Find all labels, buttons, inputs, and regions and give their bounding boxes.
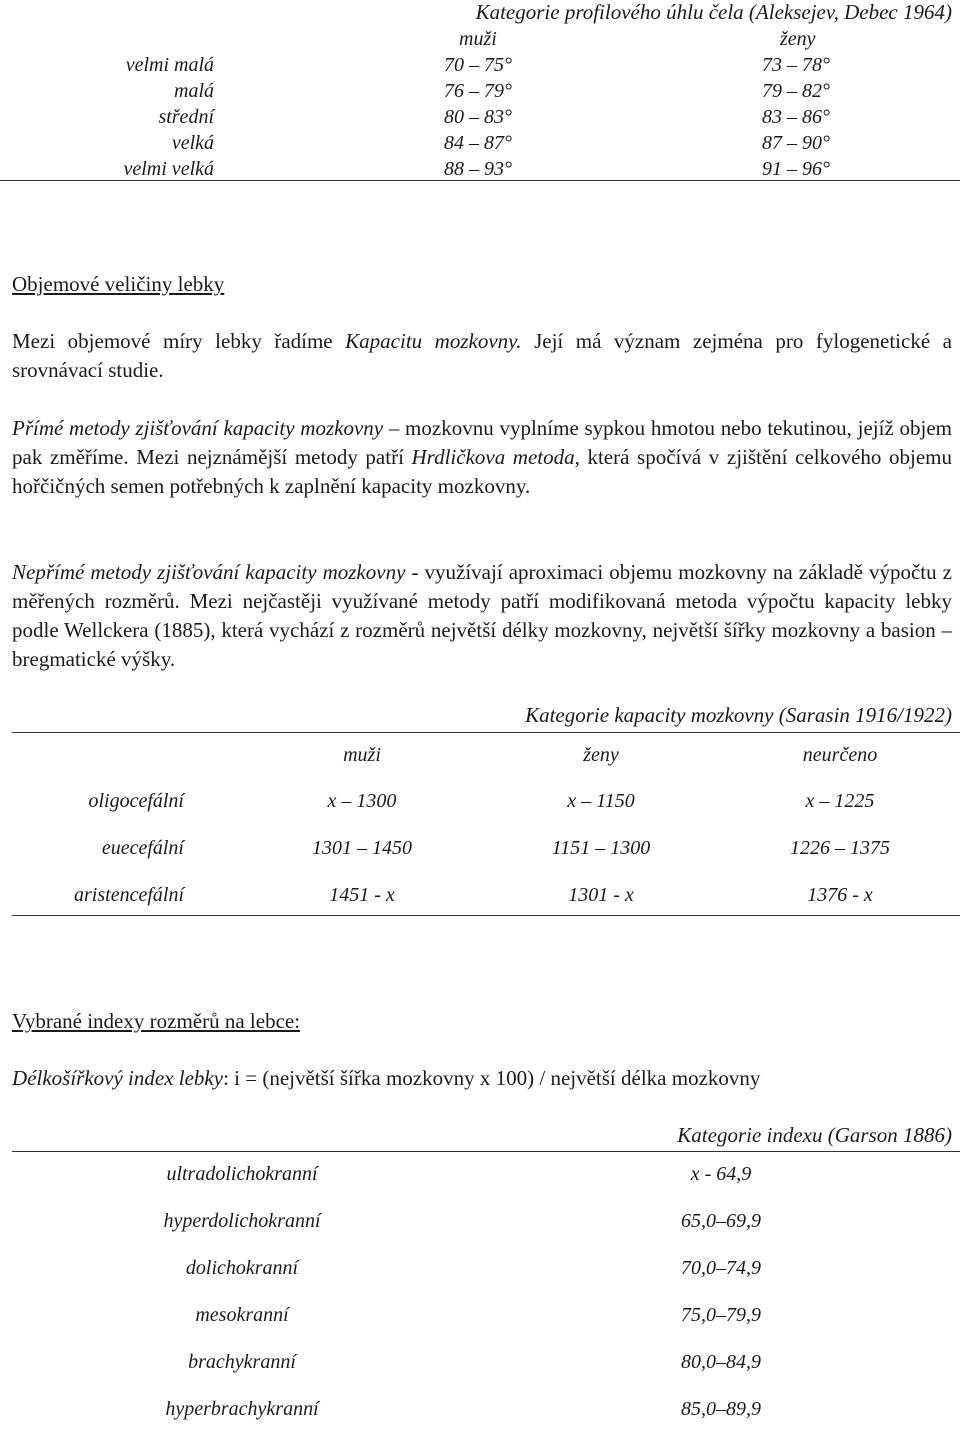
text: - využívají aproximaci objemu mozkovny na základě výpočtu z měřených rozměrů. Mezi nejčastěji využívané metody patří modifikovaná metoda výpočtu kapacity lebky podle Wellckera (1885), která vychází z rozměrů největší délky mozkovny, největší šířky mozkovny a basion – bregmatické výšky. (12, 560, 952, 671)
row-label: mesokranní (195, 1304, 289, 1326)
row-label: hyperbrachykranní (165, 1398, 319, 1420)
text-italic: Přímé metody zjišťování kapacity mozkovny (12, 416, 384, 440)
cell-value: 70,0–74,9 (681, 1257, 761, 1279)
text: – mozkovnu vyplníme sypkou hmotou nebo tekutinou, jejíž objem pak změříme. Mezi nejznámější metody patří (12, 416, 952, 469)
text: Její má význam zejména pro fylogenetické a srovnávací studie. (12, 329, 952, 382)
paragraph-direct-methods (12, 414, 952, 501)
cell-zeny: 83 – 86° (762, 106, 830, 128)
cell-value: 65,0–69,9 (681, 1210, 761, 1232)
section-heading-indexes: Vybrané indexy rozměrů na lebce: (12, 1009, 301, 1033)
cell-muzi: 1301 – 1450 (312, 837, 412, 859)
row-label: velmi malá (125, 54, 214, 76)
row-label: brachykranní (188, 1351, 296, 1373)
formula-text: : i = (největší šířka mozkovny x 100) / největší délka mozkovny (223, 1066, 761, 1090)
cell-neurceno: 1226 – 1375 (790, 837, 890, 859)
cell-zeny: 73 – 78° (762, 54, 830, 76)
cell-zeny: 1151 – 1300 (551, 837, 651, 859)
cell-zeny: 1301 - x (568, 884, 634, 906)
index-table-title: Kategorie indexu (Garson 1886) (677, 1123, 952, 1147)
text-italic: Hrdličkova metoda (411, 445, 575, 469)
row-label: velká (171, 132, 214, 154)
table-divider (12, 732, 960, 733)
header-neurceno: neurčeno (802, 744, 878, 766)
cell-neurceno: 1376 - x (807, 884, 873, 906)
section-heading-volume: Objemové veličiny lebky (12, 272, 225, 296)
header-zeny: ženy (780, 28, 816, 50)
row-label: velmi velká (123, 158, 214, 180)
header-muzi: muži (459, 28, 497, 50)
cell-muzi: 1451 - x (329, 884, 395, 906)
cell-muzi: 76 – 79° (444, 80, 512, 102)
table-divider (0, 180, 960, 181)
cell-muzi: 88 – 93° (444, 158, 512, 180)
capacity-table-title: Kategorie kapacity mozkovny (Sarasin 1916/1922) (525, 703, 952, 727)
row-label: ultradolichokranní (166, 1163, 318, 1185)
row-label: malá (174, 80, 214, 102)
paragraph-capacity-intro (12, 327, 952, 385)
cell-zeny: 79 – 82° (762, 80, 830, 102)
cell-zeny: 87 – 90° (762, 132, 830, 154)
table-divider (12, 1151, 960, 1152)
profile-angle-table-title: Kategorie profilového úhlu čela (Aleksejev, Debec 1964) (475, 0, 952, 24)
row-label: aristencefální (74, 884, 184, 906)
cell-muzi: 84 – 87° (444, 132, 512, 154)
row-label: hyperdolichokranní (163, 1210, 321, 1232)
cell-zeny: x – 1150 (567, 790, 635, 812)
cell-value: 85,0–89,9 (681, 1398, 761, 1420)
formula-name: Délkošířkový index lebky (12, 1066, 224, 1090)
header-zeny: ženy (583, 744, 619, 766)
row-label: střední (158, 106, 214, 128)
cell-muzi: x – 1300 (327, 790, 397, 812)
cell-neurceno: x – 1225 (805, 790, 875, 812)
row-label: oligocefální (88, 790, 184, 812)
paragraph-indirect-methods (12, 558, 952, 674)
cell-value: x - 64,9 (690, 1163, 752, 1185)
cell-muzi: 70 – 75° (444, 54, 512, 76)
table-divider (12, 915, 960, 916)
text: , která spočívá v zjištění celkového objemu hořčičných semen potřebných k zaplnění kapacity mozkovny. (12, 445, 952, 498)
text-italic: Kapacitu mozkovny. (345, 329, 522, 353)
cell-zeny: 91 – 96° (762, 158, 830, 180)
cell-value: 80,0–84,9 (681, 1351, 761, 1373)
text-italic: Nepřímé metody zjišťování kapacity mozkovny (12, 560, 406, 584)
header-muzi: muži (343, 744, 381, 766)
row-label: dolichokranní (185, 1257, 299, 1279)
cell-muzi: 80 – 83° (444, 106, 512, 128)
row-label: euecefální (101, 837, 184, 859)
paragraph-index-formula (12, 1064, 952, 1093)
text: Mezi objemové míry lebky řadíme (12, 329, 346, 353)
cell-value: 75,0–79,9 (681, 1304, 761, 1326)
